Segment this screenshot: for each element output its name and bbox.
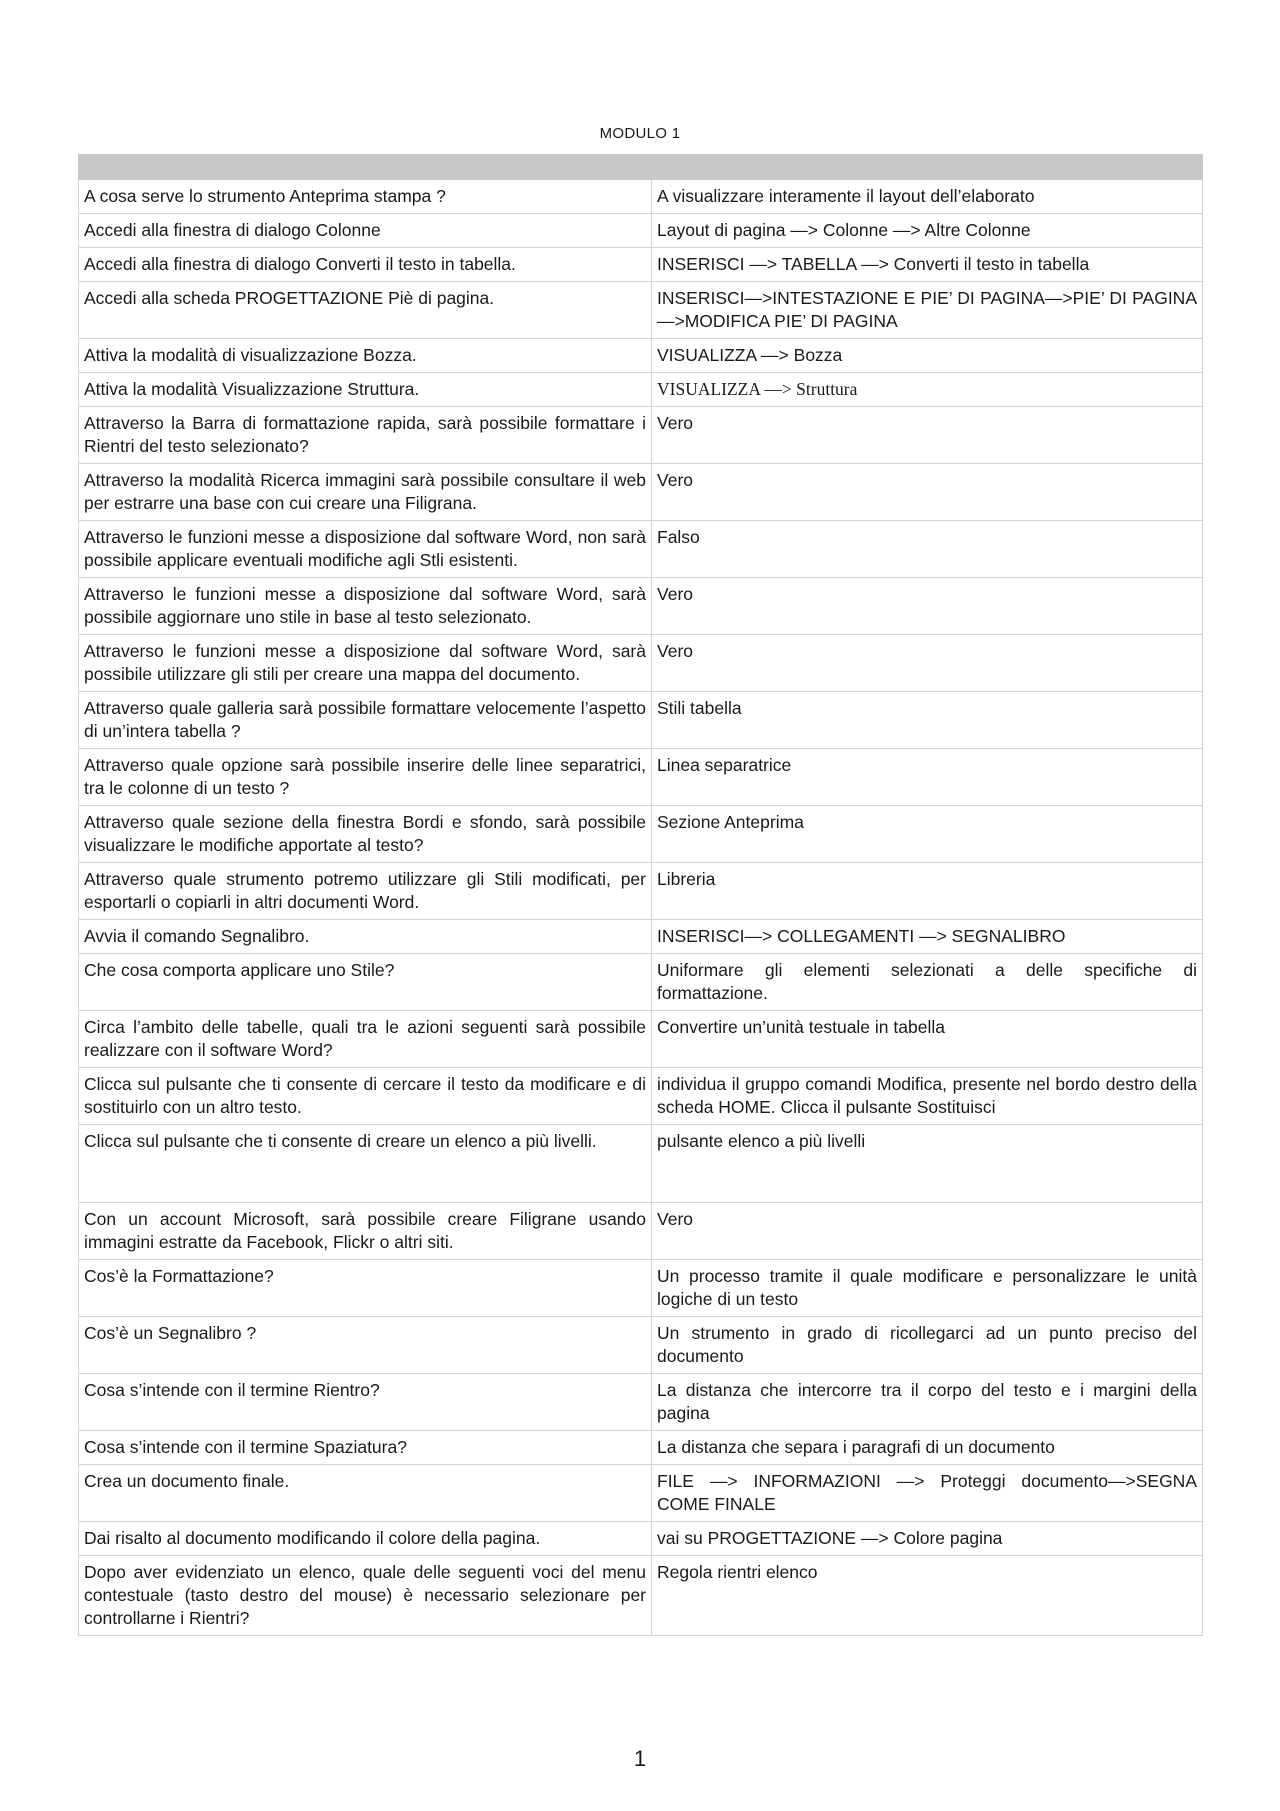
table-row — [79, 635, 1203, 692]
answer-cell: INSERISCI—>INTESTAZIONE E PIE’ DI PAGINA—>PIE’ DI PAGINA—>MODIFICA PIE’ DI PAGINA — [652, 282, 1203, 339]
answer-cell: Linea separatrice — [652, 749, 1203, 806]
question-cell: Con un account Microsoft, sarà possibile creare Filigrane usando immagini estratte da Facebook, Flickr o altri siti. — [79, 1203, 652, 1260]
table-row — [79, 920, 1203, 954]
question-cell: Circa l’ambito delle tabelle, quali tra le azioni seguenti sarà possibile realizzare con il software Word? — [79, 1011, 652, 1068]
answer-cell: A visualizzare interamente il layout dell’elaborato — [652, 180, 1203, 214]
table-row — [79, 578, 1203, 635]
question-cell: Attraverso le funzioni messe a disposizione dal software Word, sarà possibile utilizzare gli stili per creare una mappa del documento. — [79, 635, 652, 692]
table-row — [79, 806, 1203, 863]
question-cell: Cos’è un Segnalibro ? — [79, 1317, 652, 1374]
question-cell: Attiva la modalità di visualizzazione Bozza. — [79, 339, 652, 373]
table-row — [79, 1260, 1203, 1317]
answer-cell: pulsante elenco a più livelli — [652, 1125, 1203, 1203]
table-row — [79, 407, 1203, 464]
table-row — [79, 954, 1203, 1011]
question-cell: Attraverso quale galleria sarà possibile formattare velocemente l’aspetto di un’intera tabella ? — [79, 692, 652, 749]
table-row — [79, 248, 1203, 282]
question-cell: Clicca sul pulsante che ti consente di creare un elenco a più livelli. — [79, 1125, 652, 1203]
answer-cell: Layout di pagina —> Colonne —> Altre Colonne — [652, 214, 1203, 248]
table-row — [79, 1068, 1203, 1125]
answer-cell: Stili tabella — [652, 692, 1203, 749]
question-cell: Attiva la modalità Visualizzazione Struttura. — [79, 373, 652, 407]
table-row — [79, 339, 1203, 373]
table-row — [79, 214, 1203, 248]
question-cell: Accedi alla scheda PROGETTAZIONE Piè di pagina. — [79, 282, 652, 339]
table-row — [79, 521, 1203, 578]
table-row — [79, 692, 1203, 749]
table-row — [79, 1465, 1203, 1522]
question-cell: Avvia il comando Segnalibro. — [79, 920, 652, 954]
question-cell: Attraverso le funzioni messe a disposizione dal software Word, non sarà possibile applicare eventuali modifiche agli Stli esistenti. — [79, 521, 652, 578]
question-cell: Cosa s’intende con il termine Rientro? — [79, 1374, 652, 1431]
page-number: 1 — [633, 1746, 647, 1771]
answer-cell: Un strumento in grado di ricollegarci ad un punto preciso del documento — [652, 1317, 1203, 1374]
table-row — [79, 1431, 1203, 1465]
table-row — [79, 1125, 1203, 1203]
answer-cell: vai su PROGETTAZIONE —> Colore pagina — [652, 1522, 1203, 1556]
answer-cell: VISUALIZZA —> Struttura — [652, 373, 1203, 407]
answer-cell: Uniformare gli elementi selezionati a delle specifiche di formattazione. — [652, 954, 1203, 1011]
answer-cell: Vero — [652, 635, 1203, 692]
table-row — [79, 863, 1203, 920]
answer-cell: Vero — [652, 578, 1203, 635]
answer-cell: La distanza che intercorre tra il corpo del testo e i margini della pagina — [652, 1374, 1203, 1431]
table-row — [79, 1011, 1203, 1068]
question-cell: Attraverso quale opzione sarà possibile inserire delle linee separatrici, tra le colonne di un testo ? — [79, 749, 652, 806]
question-cell: Attraverso quale sezione della finestra Bordi e sfondo, sarà possibile visualizzare le modifiche apportate al testo? — [79, 806, 652, 863]
answer-cell: Falso — [652, 521, 1203, 578]
answer-cell: Un processo tramite il quale modificare e personalizzare le unità logiche di un testo — [652, 1260, 1203, 1317]
table-header-row — [79, 155, 1203, 180]
table-row — [79, 1522, 1203, 1556]
question-cell: Dai risalto al documento modificando il colore della pagina. — [79, 1522, 652, 1556]
answer-cell: INSERISCI—> COLLEGAMENTI —> SEGNALIBRO — [652, 920, 1203, 954]
qa-table — [78, 154, 1203, 1636]
answer-cell: FILE —> INFORMAZIONI —> Proteggi documento—>SEGNA COME FINALE — [652, 1465, 1203, 1522]
answer-cell: Vero — [652, 464, 1203, 521]
question-cell: Clicca sul pulsante che ti consente di cercare il testo da modificare e di sostituirlo con un altro testo. — [79, 1068, 652, 1125]
document-title: MODULO 1 — [599, 125, 681, 142]
question-cell: Che cosa comporta applicare uno Stile? — [79, 954, 652, 1011]
table-row — [79, 373, 1203, 407]
table-row — [79, 1203, 1203, 1260]
question-cell: Dopo aver evidenziato un elenco, quale delle seguenti voci del menu contestuale (tasto destro del mouse) è necessario selezionare per controllarne i Rientri? — [79, 1556, 652, 1636]
table-row — [79, 1556, 1203, 1636]
table-row — [79, 1374, 1203, 1431]
table-row — [79, 180, 1203, 214]
answer-cell: Convertire un’unità testuale in tabella — [652, 1011, 1203, 1068]
question-cell: Attraverso le funzioni messe a disposizione dal software Word, sarà possibile aggiornare uno stile in base al testo selezionato. — [79, 578, 652, 635]
answer-cell: Libreria — [652, 863, 1203, 920]
header-cell-question — [79, 155, 652, 180]
question-cell: A cosa serve lo strumento Anteprima stampa ? — [79, 180, 652, 214]
answer-cell: Vero — [652, 1203, 1203, 1260]
table-row — [79, 1317, 1203, 1374]
question-cell: Attraverso la modalità Ricerca immagini sarà possibile consultare il web per estrarre una base con cui creare una Filigrana. — [79, 464, 652, 521]
question-cell: Attraverso quale strumento potremo utilizzare gli Stili modificati, per esportarli o copiarli in altri documenti Word. — [79, 863, 652, 920]
answer-cell: Sezione Anteprima — [652, 806, 1203, 863]
answer-cell: individua il gruppo comandi Modifica, presente nel bordo destro della scheda HOME. Clicca il pulsante Sostituisci — [652, 1068, 1203, 1125]
answer-cell: INSERISCI —> TABELLA —> Converti il testo in tabella — [652, 248, 1203, 282]
question-cell: Crea un documento finale. — [79, 1465, 652, 1522]
table-row — [79, 282, 1203, 339]
answer-cell: Regola rientri elenco — [652, 1556, 1203, 1636]
question-cell: Cosa s’intende con il termine Spaziatura? — [79, 1431, 652, 1465]
header-cell-answer — [652, 155, 1203, 180]
question-cell: Attraverso la Barra di formattazione rapida, sarà possibile formattare i Rientri del testo selezionato? — [79, 407, 652, 464]
table-row — [79, 464, 1203, 521]
answer-cell: La distanza che separa i paragrafi di un documento — [652, 1431, 1203, 1465]
question-cell: Accedi alla finestra di dialogo Colonne — [79, 214, 652, 248]
question-cell: Cos’è la Formattazione? — [79, 1260, 652, 1317]
table-row — [79, 749, 1203, 806]
answer-cell: VISUALIZZA —> Bozza — [652, 339, 1203, 373]
question-cell: Accedi alla finestra di dialogo Converti il testo in tabella. — [79, 248, 652, 282]
answer-cell: Vero — [652, 407, 1203, 464]
